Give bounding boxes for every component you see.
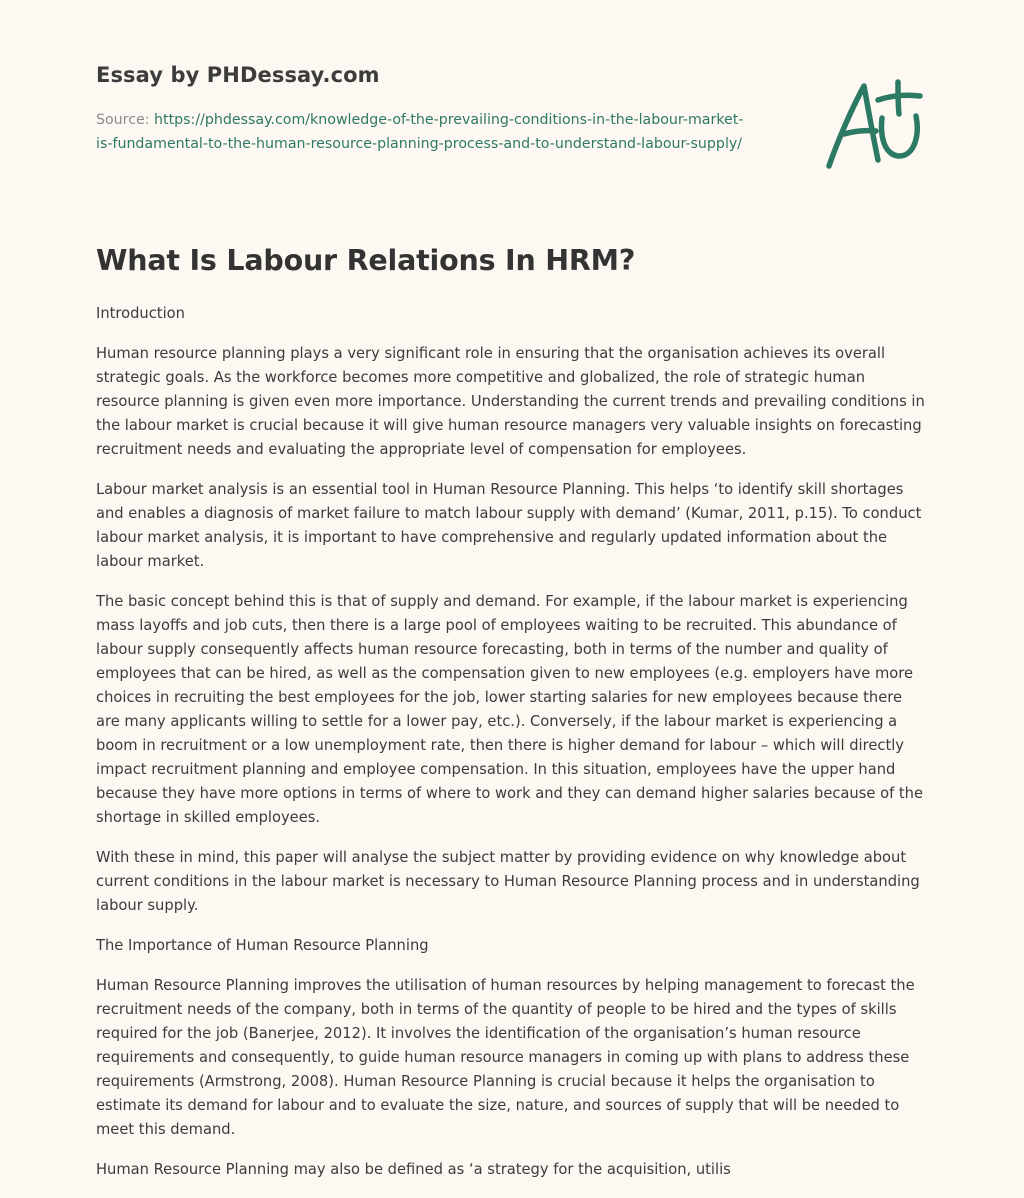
section-heading-importance: The Importance of Human Resource Planning (96, 937, 429, 954)
a-plus-grade-logo-icon (824, 78, 928, 174)
source-line (96, 108, 756, 156)
paragraph: With these in mind, this paper will analyse the subject matter by providing evidence on why knowledge about current conditions in the labour market is necessary to Human Resource Planning process and in understanding labour supply. (96, 849, 920, 914)
paragraph: The basic concept behind this is that of supply and demand. For example, if the labour market is experiencing mass layoffs and job cuts, then there is a large pool of employees waiting to be recruited. This abundance of labour supply consequently affects human resource forecasting, both in terms of the number and quality of employees that can be hired, as well as the compensation given to new employees (e.g. employers have more choices in recruiting the best employees for the job, lower starting salaries for new employees because there are many applicants willing to settle for a lower pay, etc.). Conversely, if the labour market is experiencing a boom in recruitment or a low unemployment rate, then there is higher demand for labour – which will directly impact recruitment planning and employee compensation. In this situation, employees have the upper hand because they have more options in terms of where to work and they can demand higher salaries because of the shortage in skilled employees. (96, 593, 924, 826)
paragraph-truncated: Human Resource Planning may also be defined as ‘a strategy for the acquisition, utilis (96, 1161, 731, 1178)
article-title: What Is Labour Relations In HRM? (96, 244, 636, 277)
paragraph: Human resource planning plays a very significant role in ensuring that the organisation achieves its overall strategic goals. As the workforce becomes more competitive and globalized, the role of strategic human resource planning is given even more importance. Understanding the current trends and prevailing conditions in the labour market is crucial because it will give human resource managers very valuable insights on forecasting recruitment needs and evaluating the appropriate level of compensation for employees. (96, 345, 925, 458)
source-link[interactable]: https://phdessay.com/knowledge-of-the-prevailing-conditions-in-the-labour-market-is-fundamental-to-the-human-resource-planning-process-and-to-understand-labour-supply/ (96, 112, 744, 152)
article-body (96, 302, 928, 1198)
paragraph: Labour market analysis is an essential tool in Human Resource Planning. This helps ‘to identify skill shortages and enables a diagnosis of market failure to match labour supply with demand’ (Kumar, 2011, p.15). To conduct labour market analysis, it is important to have comprehensive and regularly updated information about the labour market. (96, 481, 922, 570)
source-label: Source: (96, 112, 150, 128)
brand-title: Essay by PHDessay.com (96, 63, 380, 87)
paragraph: Human Resource Planning improves the utilisation of human resources by helping management to forecast the recruitment needs of the company, both in terms of the quantity of people to be hired and the types of skills required for the job (Banerjee, 2012). It involves the identification of the organisation’s human resource requirements and consequently, to guide human resource managers in coming up with plans to address these requirements (Armstrong, 2008). Human Resource Planning is crucial because it helps the organisation to estimate its demand for labour and to evaluate the size, nature, and sources of supply that will be needed to meet this demand. (96, 977, 915, 1138)
section-heading-introduction: Introduction (96, 305, 185, 322)
